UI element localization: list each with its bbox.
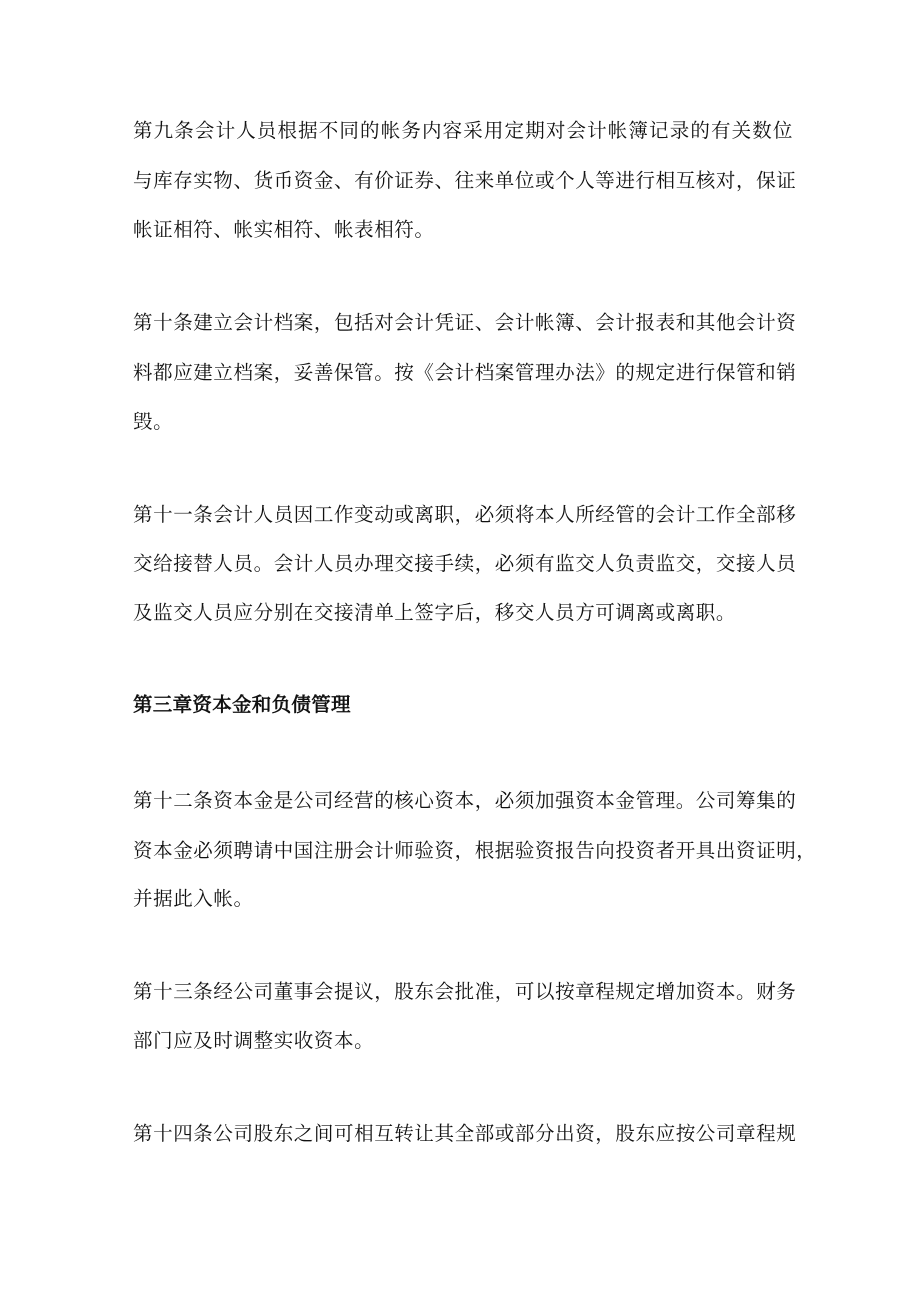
article-12-line-2: 资本金必须聘请中国注册会计师验资，根据验资报告向投资者开具出资证明，	[133, 839, 817, 862]
article-11-line-2: 交给接替人员。会计人员办理交接手续，必须有监交人负责监交，交接人员	[133, 552, 797, 575]
article-9-line-1: 第九条会计人员根据不同的帐务内容采用定期对会计帐簿记录的有关数位	[133, 119, 793, 142]
article-12-line-1: 第十二条资本金是公司经营的核心资本，必须加强资本金管理。公司筹集的	[133, 789, 797, 812]
article-10-line-2: 料都应建立档案，妥善保管。按《会计档案管理办法》的规定进行保管和销	[133, 361, 797, 384]
article-10-line-3: 毁。	[133, 410, 174, 433]
article-10-line-1: 第十条建立会计档案，包括对会计凭证、会计帐簿、会计报表和其他会计资	[133, 311, 797, 334]
article-12-line-3: 并据此入帐。	[133, 887, 254, 910]
article-11-line-3: 及监交人员应分别在交接清单上签字后，移交人员方可调离或离职。	[133, 601, 737, 624]
article-13-line-2: 部门应及时调整实收资本。	[133, 1029, 375, 1052]
article-9-line-2: 与库存实物、货币资金、有价证券、往来单位或个人等进行相互核对，保证	[133, 169, 797, 192]
chapter-heading: 第三章资本金和负债管理	[133, 693, 351, 716]
article-13-line-1: 第十三条经公司董事会提议，股东会批准，可以按章程规定增加资本。财务	[133, 980, 797, 1003]
article-9-line-3: 帐证相符、帐实相符、帐表相符。	[133, 218, 435, 241]
article-14-line-1: 第十四条公司股东之间可相互转让其全部或部分出资，股东应按公司章程规	[133, 1122, 797, 1145]
article-11-line-1: 第十一条会计人员因工作变动或离职，必须将本人所经管的会计工作全部移	[133, 503, 797, 526]
